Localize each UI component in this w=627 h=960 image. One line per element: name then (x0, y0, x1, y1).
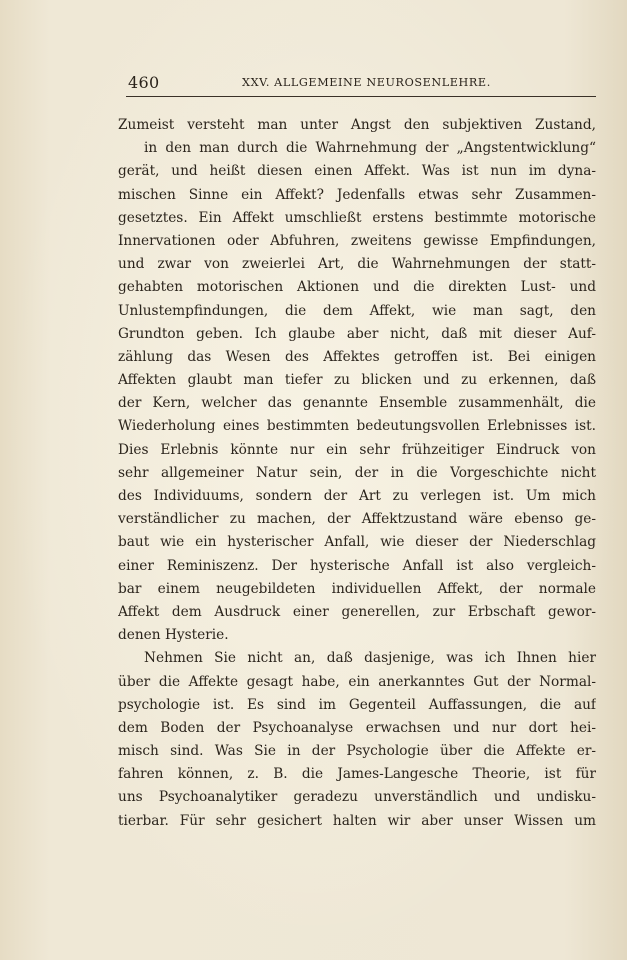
text-line: tierbar. Für sehr gesichert halten wir aber unser Wissen um (118, 812, 596, 829)
text-line: Affekt dem Ausdruck einer generellen, zur Erbschaft gewor- (118, 603, 596, 620)
paragraph-1 (118, 114, 596, 647)
body-text (118, 114, 596, 833)
text-line: Wiederholung eines bestimmten bedeutungsvollen Erlebnisses ist. (118, 418, 596, 435)
text-line: gehabten motorischen Aktionen und die direkten Lust- und (118, 279, 596, 296)
text-line: Nehmen Sie nicht an, daß dasjenige, was ich Ihnen hier (144, 650, 596, 667)
text-line: zählung das Wesen des Affektes getroffen ist. Bei einigen (118, 348, 596, 365)
text-line: mischen Sinne ein Affekt? Jedenfalls etwas sehr Zusammen- (118, 186, 596, 203)
text-line: Innervationen oder Abfuhren, zweitens gewisse Empfindungen, (118, 232, 596, 249)
page-header (126, 72, 596, 97)
text-line: Affekten glaubt man tiefer zu blicken und zu erkennen, daß (118, 372, 596, 389)
text-line: einer Reminiszenz. Der hysterische Anfall ist also vergleich- (118, 557, 596, 574)
text-line: misch sind. Was Sie in der Psychologie über die Affekte er- (118, 743, 596, 760)
text-line: bar einem neugebildeten individuellen Affekt, der normale (118, 580, 596, 597)
text-line: in den man durch die Wahrnehmung der „Angstentwicklung“ (144, 140, 596, 157)
text-line: und zwar von zweierlei Art, die Wahrnehmungen der statt- (118, 256, 596, 273)
page-number: 460 (128, 73, 160, 92)
paragraph-2 (118, 647, 596, 833)
text-line: Zumeist versteht man unter Angst den subjektiven Zustand, (118, 117, 596, 133)
text-line: baut wie ein hysterischer Anfall, wie dieser der Niederschlag (118, 534, 596, 551)
text-line: psychologie ist. Es sind im Gegenteil Auffassungen, die auf (118, 696, 596, 713)
text-line: Unlustempfindungen, die dem Affekt, wie man sagt, den (118, 302, 596, 319)
text-line: dem Boden der Psychoanalyse erwachsen und nur dort hei- (118, 719, 596, 736)
text-line: gerät, und heißt diesen einen Affekt. Was ist nun im dyna- (118, 163, 596, 180)
text-line: verständlicher zu machen, der Affektzustand wäre ebenso ge- (118, 511, 596, 528)
text-line: gesetztes. Ein Affekt umschließt erstens bestimmte motorische (118, 209, 596, 226)
text-line: der Kern, welcher das genannte Ensemble zusammenhält, die (118, 395, 596, 412)
text-line: uns Psychoanalytiker geradezu unverständlich und undisku- (118, 789, 596, 806)
text-line: Dies Erlebnis könnte nur ein sehr frühzeitiger Eindruck von (118, 441, 596, 458)
text-line: Grundton geben. Ich glaube aber nicht, daß mit dieser Auf- (118, 325, 596, 342)
text-line: über die Affekte gesagt habe, ein anerkanntes Gut der Normal- (118, 673, 596, 690)
text-line: fahren können, z. B. die James-Langesche Theorie, ist für (118, 766, 596, 783)
text-line: sehr allgemeiner Natur sein, der in die Vorgeschichte nicht (118, 464, 596, 481)
running-head: XXV. ALLGEMEINE NEUROSENLEHRE. (242, 76, 491, 89)
text-line: des Individuums, sondern der Art zu verlegen ist. Um mich (118, 488, 596, 504)
text-line: denen Hysterie. (118, 627, 229, 644)
